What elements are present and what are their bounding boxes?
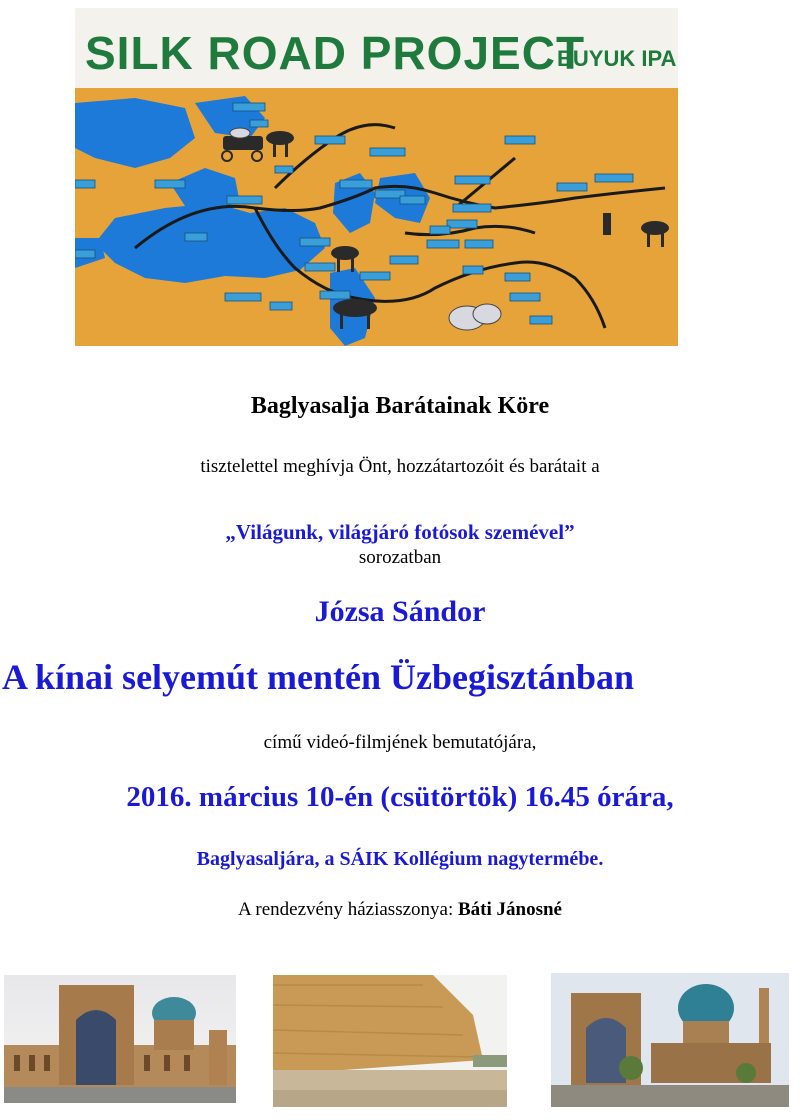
madrasa-photo [4,975,236,1103]
mausoleum-photo [551,973,789,1107]
silk-road-map-image [75,8,678,346]
invitation-line: tisztelettel meghívja Önt, hozzátartozóit és barátait a [200,456,600,477]
event-venue: Baglyasaljára, a SÁIK Kollégium nagytermébe. [196,848,604,870]
presenter-name: Józsa Sándor [314,595,486,628]
organizer-name: Baglyasalja Barátainak Köre [250,393,550,419]
series-title: „Világunk, világjáró fotósok szemével” [225,520,575,544]
series-suffix: sorozatban [358,547,442,568]
event-datetime: 2016. március 10-én (csütörtök) 16.45 órára, [126,781,674,813]
film-title: A kínai selyemút mentén Üzbegisztánban [2,657,635,697]
film-caption: című videó-filmjének bemutatójára, [263,732,537,753]
host-name: Báti Jánosné [458,899,562,920]
host-line [0,899,800,921]
map-corner-text: BUYUK IPA [557,46,677,71]
host-label: A rendezvény háziasszonya: [238,899,454,920]
map-title: SILK ROAD PROJECT [85,27,586,79]
fortress-wall-photo [273,975,507,1107]
